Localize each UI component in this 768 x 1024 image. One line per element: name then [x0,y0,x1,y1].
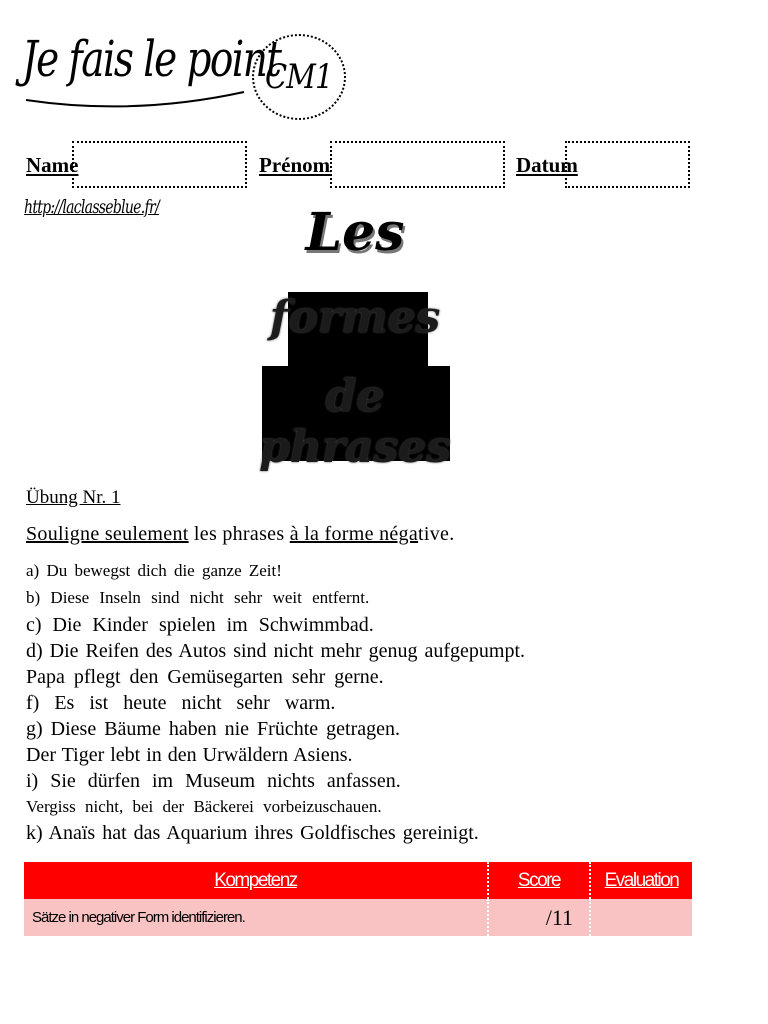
evaluation-header-row [24,862,692,899]
title-underline-swash [24,86,246,126]
competence-header-label: Kompetenz [214,869,297,891]
evaluation-header-label: Evaluation [604,869,679,891]
name-field[interactable] [72,141,247,188]
site-url-link[interactable]: http://laclasseblue.fr/ [24,196,159,218]
topic-word-formes: formes [269,292,441,343]
page-title: Je fais le point [22,30,281,88]
date-field[interactable] [565,141,690,188]
sentence-item[interactable]: d) Die Reifen des Autos sind nicht mehr genug aufgepumpt. [26,640,526,662]
instruction-part: les phrases [188,523,290,545]
sentence-item[interactable]: Der Tiger lebt in den Urwäldern Asiens. [26,744,353,766]
sentence-item[interactable]: Papa pflegt den Gemüsegarten sehr gerne. [26,666,384,688]
score-header-label: Score [517,869,561,891]
sentence-item[interactable]: Vergiss nicht, bei der Bäckerei vorbeizuschauen. [26,797,382,816]
sentence-item[interactable]: c) Die Kinder spielen im Schwimmbad. [26,614,374,636]
evaluation-cell[interactable] [590,899,692,936]
exercise-instruction [26,523,455,546]
sentence-item[interactable]: i) Sie dürfen im Museum nichts anfassen. [26,770,401,792]
sentence-item[interactable]: a) Du bewegst dich die ganze Zeit! [26,561,282,580]
firstname-field[interactable] [330,141,505,188]
exercise-heading: Übung Nr. 1 [26,487,121,508]
evaluation-header [590,862,692,899]
topic-word-les: Les [305,202,405,263]
skill-cell: Sätze in negativer Form identifizieren. [24,899,488,936]
sentence-item[interactable]: b) Diese Inseln sind nicht sehr weit entfernt. [26,588,370,607]
evaluation-body-row [24,899,692,936]
score-header [488,862,590,899]
competence-header [24,862,488,899]
sentence-item[interactable]: f) Es ist heute nicht sehr warm. [26,692,336,714]
firstname-label: Prénom [259,153,331,177]
instruction-part: tive. [418,523,455,545]
score-cell[interactable]: /11 [488,899,590,936]
instruction-part: Souligne seulement [26,523,189,545]
topic-title-art [255,196,455,473]
level-badge [252,34,346,120]
instruction-part: à la forme néga [289,523,419,545]
sentence-item[interactable]: k) Anaïs hat das Aquarium ihres Goldfisches gereinigt. [26,822,479,844]
sentence-item[interactable]: g) Diese Bäume haben nie Früchte getragen. [26,718,400,740]
level-label: CM1 [265,57,333,97]
date-label: Datum [516,153,578,177]
name-label: Name [26,153,79,177]
topic-word-de-phrases: de phrases [259,371,451,473]
evaluation-table [24,862,692,936]
